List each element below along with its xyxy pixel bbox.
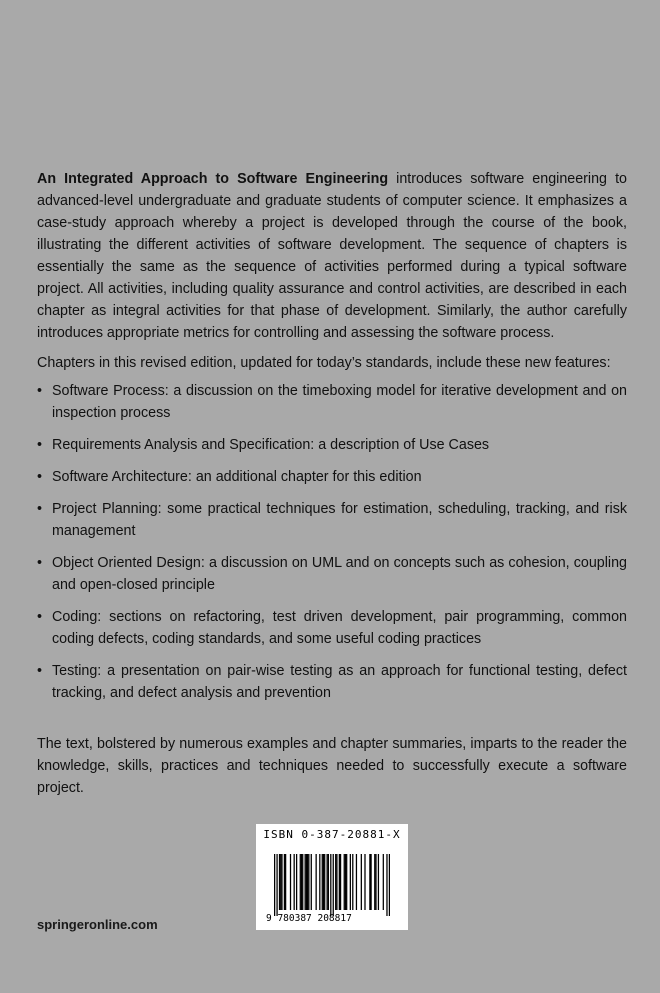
- barcode-bar: [311, 854, 312, 910]
- barcode-bar: [300, 854, 301, 910]
- feature-text: Software Process: a discussion on the timeboxing model for iterative development and on inspection process: [52, 383, 627, 421]
- barcode-bar: [323, 854, 324, 910]
- barcode-bar: [364, 854, 365, 910]
- barcode-bar: [285, 854, 286, 910]
- back-cover-text: [37, 168, 627, 799]
- feature-item: [37, 498, 627, 542]
- publisher-website: springeronline.com: [37, 917, 158, 932]
- barcode-bar: [336, 854, 337, 910]
- feature-item: [37, 660, 627, 704]
- barcode-bar: [324, 854, 325, 910]
- closing-paragraph: The text, bolstered by numerous examples and chapter summaries, imparts to the reader the knowledge, skills, practices and techniques needed to successfully execute a software project.: [37, 736, 627, 796]
- feature-item: [37, 606, 627, 650]
- barcode-bar: [290, 854, 291, 910]
- feature-item: [37, 380, 627, 424]
- feature-item: [37, 434, 627, 456]
- bullet-icon: •: [37, 437, 43, 453]
- barcode-bar: [346, 854, 347, 910]
- barcode-bar: [350, 854, 351, 910]
- feature-text: Testing: a presentation on pair-wise testing as an approach for functional testing, defect tracking, and defect analysis and prevention: [52, 663, 627, 701]
- feature-text: Object Oriented Design: a discussion on UML and on concepts such as cohesion, coupling and open-closed principle: [52, 555, 627, 593]
- bullet-icon: •: [37, 555, 43, 571]
- intro-body: introduces software engineering to advanced-level undergraduate and graduate students of computer science. It emphasizes a case-study approach whereby a project is developed through the course of the book, illustrating the different activities of software development. The sequence of chapters is essentially the same as the sequence of activities performed during a typical software project. All activities, including quality assurance and control activities, are described in each chapter as integral activities for that phase of development. Similarly, the author carefully introduces appropriate metrics for controlling and assessing the software process.: [37, 171, 627, 341]
- barcode-bar: [344, 854, 345, 910]
- barcode-bar: [274, 854, 275, 916]
- barcode-bar: [333, 854, 334, 916]
- feature-text: Project Planning: some practical techniques for estimation, scheduling, tracking, and risk management: [52, 501, 627, 539]
- barcode-bar: [370, 854, 371, 910]
- barcode-bar: [305, 854, 306, 910]
- barcode-bar: [301, 854, 302, 910]
- barcode-bar: [356, 854, 357, 910]
- bullet-icon: •: [37, 663, 43, 679]
- book-title: An Integrated Approach to Software Engineering: [37, 171, 389, 187]
- barcode-bar: [339, 854, 340, 910]
- barcode-bar: [319, 854, 320, 910]
- barcode-bar: [306, 854, 307, 910]
- barcode-bar: [327, 854, 328, 910]
- barcode-bar: [389, 854, 390, 916]
- barcode-bar: [316, 854, 317, 910]
- bullet-icon: •: [37, 609, 43, 625]
- barcode-bar: [281, 854, 282, 910]
- barcode-bar: [280, 854, 281, 910]
- feature-text: Requirements Analysis and Specification: a description of Use Cases: [52, 437, 490, 453]
- isbn-label: ISBN 0-387-20881-X: [263, 828, 401, 841]
- barcode-bar: [279, 854, 280, 910]
- barcode-bar: [378, 854, 379, 910]
- barcode-bar: [361, 854, 362, 910]
- barcode-bar: [308, 854, 309, 910]
- feature-text: Software Architecture: an additional chapter for this edition: [52, 469, 422, 485]
- barcode-bar: [322, 854, 323, 910]
- barcode-icon: [274, 854, 390, 916]
- barcode-bar: [386, 854, 387, 916]
- barcode-bar: [330, 854, 331, 916]
- barcode-bar: [335, 854, 336, 910]
- barcode-bar: [302, 854, 303, 910]
- barcode-digits: 9 780387 208817: [266, 913, 352, 924]
- bullet-icon: •: [37, 469, 43, 485]
- barcode-bar: [284, 854, 285, 910]
- features-lead: Chapters in this revised edition, updated for today’s standards, include these new features:: [37, 355, 611, 371]
- intro-paragraph: [37, 168, 627, 344]
- barcode-bar: [345, 854, 346, 910]
- barcode-bar: [352, 854, 353, 910]
- barcode-bar: [374, 854, 375, 910]
- bullet-icon: •: [37, 383, 43, 399]
- feature-text: Coding: sections on refactoring, test driven development, pair programming, common coding defects, coding standards, and some useful coding practices: [52, 609, 627, 647]
- barcode-bar: [328, 854, 329, 910]
- barcode-bar: [294, 854, 295, 910]
- isbn-barcode-box: [256, 824, 408, 930]
- barcode-bar: [369, 854, 370, 910]
- barcode-bar: [383, 854, 384, 910]
- barcode-bar: [340, 854, 341, 910]
- bullet-icon: •: [37, 501, 43, 517]
- barcode-bar: [276, 854, 277, 916]
- barcode-bar: [375, 854, 376, 910]
- barcode-bar: [296, 854, 297, 910]
- feature-item: [37, 552, 627, 596]
- features-list: [37, 380, 627, 704]
- barcode-bar: [307, 854, 308, 910]
- feature-item: [37, 466, 627, 488]
